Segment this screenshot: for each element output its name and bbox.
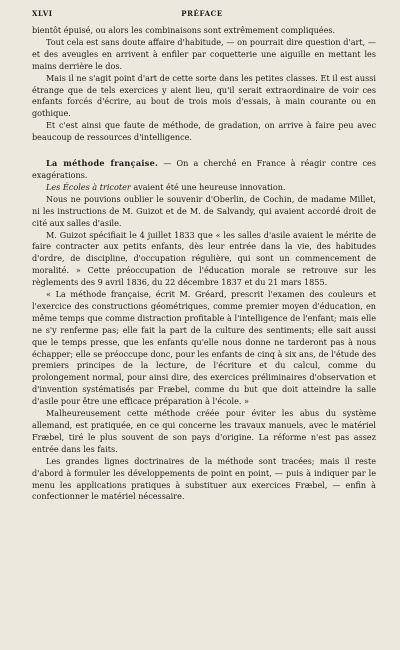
paragraph: M. Guizot spécifiait le 4 juillet 1833 que « les salles d'asile avaient le mérite de faire contracter aux petits enfants, dès leur entrée dans la vie, des habitudes d'ordre, de discipline, d'occupation régulière, qui sont un commencement de moralité. » Cette préoccupation de l'éducation morale se retrouve sur les règlements des 9 avril 1836, du 22 décembre 1837 et du 21 mars 1855. xyxy=(32,229,376,288)
paragraph: bientôt épuisé, ou alors les combinaisons sont extrêmement compliquées. xyxy=(32,25,336,35)
paragraph: « La méthode française, écrit M. Gréard, prescrit l'examen des couleurs et l'exercice des constructions géométriques, comme premier moyen d'éducation, en même temps que comme distraction profitable à l'intelligence de l'enfant; mais elle ne s'y renferme pas; elle fait la part de la culture des sentiments; elle sait aussi que le temps presse, que les enfants qu'elle nous donne ne tarderont pas à nous échapper; elle se préoccupe donc, pour les enfants de cinq à six ans, de l'étude des premiers principes de la lecture, de l'écriture et du calcul, comme du prolongement normal, pour ainsi dire, des exercices préliminaires d'observation et d'invention systématisés par Fræbel, comme du but que doit atteindre la salle d'asile pour être une efficace préparation à l'école. » xyxy=(32,289,376,407)
body-text xyxy=(32,25,376,503)
section-paragraph xyxy=(32,158,376,182)
paragraph-rest: avaient été une heureuse innovation. xyxy=(130,181,286,192)
paragraph: Mais il ne s'agit point d'art de cette sorte dans les petites classes. Et il est aussi étrange que de tels exercices y aient lieu, qu'il serait extraordinaire de voir ces enfants forcés d'écrire, au bout de trois mois d'essais, à main courante ou en gothique. xyxy=(32,72,376,119)
section-heading: La méthode française. xyxy=(46,158,159,169)
paragraph: Et c'est ainsi que faute de méthode, de gradation, on arrive à faire peu avec beaucoup de ressources d'intelligence. xyxy=(32,120,376,143)
paragraph: Malheureusement cette méthode créée pour éviter les abus du système allemand, est pratiquée, en ce qui concerne les travaux manuels, avec le matériel Fræbel, tiré le plus souvent de son pays d'origine. La réforme n'est pas assez entrée dans les faits. xyxy=(32,408,376,454)
page-number: XLVI xyxy=(32,9,53,18)
running-head xyxy=(32,9,376,25)
italic-term: Les Écoles à tricoter xyxy=(46,181,131,192)
running-title: PRÉFACE xyxy=(181,9,223,18)
paragraph: Nous ne pouvions oublier le souvenir d'Oberlin, de Cochin, de madame Millet, ni les instructions de M. Guizot et de M. de Salvandy, qui avaient accordé droit de cité aux salles d'asile. xyxy=(32,193,376,228)
section-spacer xyxy=(32,144,376,158)
paragraph: Tout cela est sans doute affaire d'habitude, — on pourrait dire question d'art, — et des aveugles en arrivent à enfiler par coquetterie une aiguille en mettant les mains derrière le dos. xyxy=(32,36,376,71)
paragraph xyxy=(32,182,376,194)
paragraph: Les grandes lignes doctrinaires de la méthode sont tracées; mais il reste d'abord à formuler les développements de point en point, — puis à indiquer par le menu les applications pratiques à substituer aux exercices Fræbel, — enfin à confectionner le matériel nécessaire. xyxy=(32,455,376,502)
section-heading-rest: — On a cherché en France à réagir contre ces exagérations. xyxy=(32,158,376,180)
